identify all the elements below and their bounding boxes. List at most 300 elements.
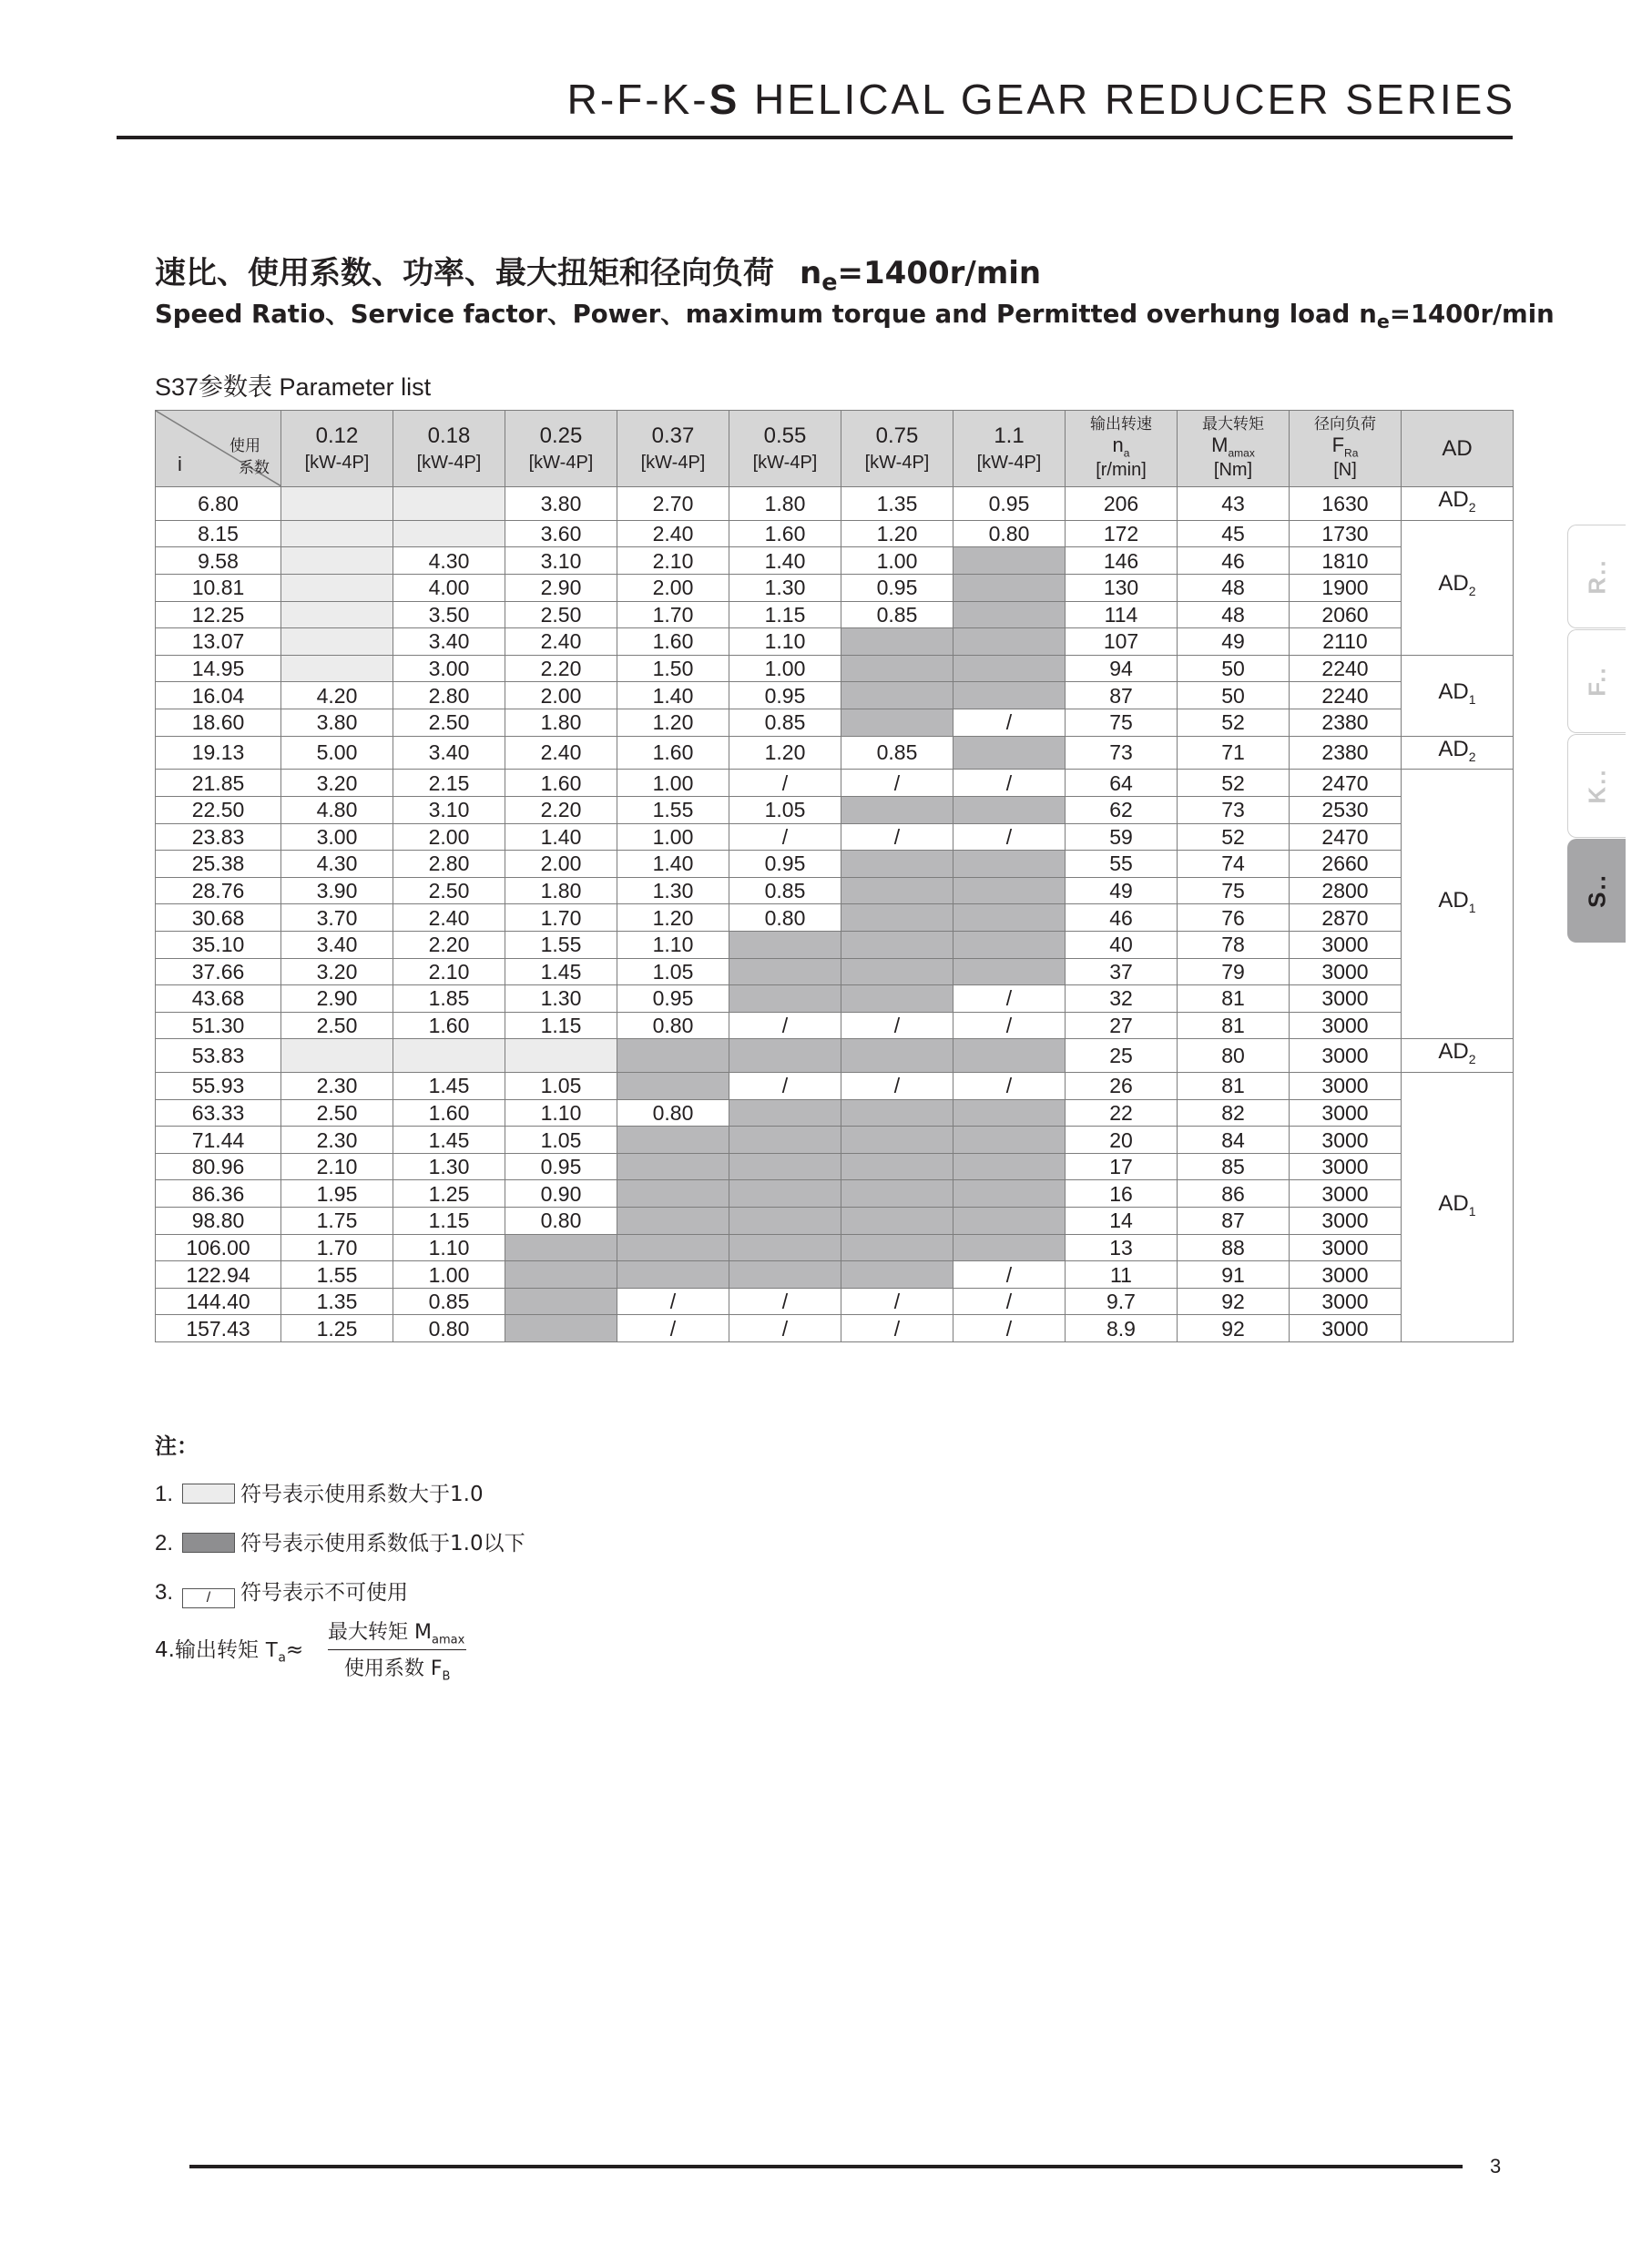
ratio-cell: 43.68 bbox=[156, 985, 281, 1013]
service-factor-cell bbox=[281, 1039, 393, 1073]
service-factor-cell: 1.30 bbox=[729, 574, 841, 601]
service-factor-cell: 2.00 bbox=[617, 574, 729, 601]
service-factor-cell: 3.20 bbox=[281, 770, 393, 797]
service-factor-cell bbox=[729, 1234, 841, 1261]
ratio-cell: 86.36 bbox=[156, 1180, 281, 1208]
service-factor-cell: / bbox=[953, 823, 1066, 851]
ad-cell: $AD_1$ bbox=[1402, 1073, 1514, 1342]
table-body bbox=[156, 487, 1514, 1342]
service-factor-cell: 1.00 bbox=[841, 547, 953, 575]
corner-header bbox=[156, 411, 281, 487]
output-speed-cell: 16 bbox=[1066, 1180, 1178, 1208]
service-factor-cell: / bbox=[841, 1288, 953, 1315]
service-factor-cell bbox=[281, 520, 393, 547]
service-factor-cell: 1.80 bbox=[505, 709, 617, 736]
service-factor-cell: 1.40 bbox=[505, 823, 617, 851]
max-torque-cell: 78 bbox=[1178, 931, 1290, 958]
ratio-cell: 19.13 bbox=[156, 736, 281, 770]
service-factor-cell: 0.80 bbox=[729, 904, 841, 932]
service-factor-cell bbox=[617, 1039, 729, 1073]
ratio-cell: 25.38 bbox=[156, 851, 281, 878]
max-torque-cell: 85 bbox=[1178, 1153, 1290, 1180]
ratio-cell: 16.04 bbox=[156, 682, 281, 709]
power-header: 0.18 [kW-4P] bbox=[393, 411, 505, 487]
service-factor-cell: 4.20 bbox=[281, 682, 393, 709]
ratio-cell: 6.80 bbox=[156, 487, 281, 521]
service-factor-cell: 1.55 bbox=[281, 1261, 393, 1289]
service-factor-cell: 1.45 bbox=[505, 958, 617, 985]
corner-coef-label: 系数 bbox=[239, 459, 270, 477]
radial-load-cell: 3000 bbox=[1290, 1012, 1402, 1039]
output-speed-cell: 49 bbox=[1066, 877, 1178, 904]
service-factor-cell bbox=[953, 1099, 1066, 1127]
radial-load-cell: 3000 bbox=[1290, 958, 1402, 985]
radial-load-cell: 2660 bbox=[1290, 851, 1402, 878]
radial-load-cell: 3000 bbox=[1290, 1153, 1402, 1180]
service-factor-cell bbox=[953, 1234, 1066, 1261]
service-factor-cell: 0.85 bbox=[393, 1288, 505, 1315]
service-factor-cell: 1.80 bbox=[729, 487, 841, 521]
output-speed-cell: 55 bbox=[1066, 851, 1178, 878]
service-factor-cell: / bbox=[841, 770, 953, 797]
service-factor-cell: 2.50 bbox=[393, 877, 505, 904]
service-factor-cell: 0.85 bbox=[729, 877, 841, 904]
service-factor-cell: 2.70 bbox=[617, 487, 729, 521]
radial-load-header: 径向负荷 $F_{Ra}$ [N] bbox=[1290, 411, 1402, 487]
service-factor-cell: 1.60 bbox=[505, 770, 617, 797]
ratio-cell: 55.93 bbox=[156, 1073, 281, 1100]
service-factor-cell: 2.80 bbox=[393, 851, 505, 878]
table-row bbox=[156, 736, 1514, 770]
ratio-cell: 37.66 bbox=[156, 958, 281, 985]
service-factor-cell bbox=[393, 1039, 505, 1073]
service-factor-cell: 1.60 bbox=[617, 736, 729, 770]
heading-cn: 速比、使用系数、功率、最大扭矩和径向负荷 $n_e=1400r/\min$ bbox=[155, 255, 1042, 297]
service-factor-cell: 2.10 bbox=[393, 958, 505, 985]
service-factor-cell bbox=[953, 655, 1066, 682]
radial-load-cell: 2870 bbox=[1290, 904, 1402, 932]
ratio-cell: 8.15 bbox=[156, 520, 281, 547]
service-factor-cell bbox=[393, 487, 505, 521]
ad-cell: $AD_2$ bbox=[1402, 520, 1514, 655]
service-factor-cell: 2.00 bbox=[393, 823, 505, 851]
service-factor-cell: / bbox=[617, 1288, 729, 1315]
service-factor-cell: 1.05 bbox=[729, 796, 841, 823]
max-torque-cell: 75 bbox=[1178, 877, 1290, 904]
service-factor-cell: / bbox=[841, 1315, 953, 1342]
dark-shade-swatch bbox=[182, 1533, 235, 1553]
service-factor-cell bbox=[953, 1039, 1066, 1073]
service-factor-cell: 3.10 bbox=[393, 796, 505, 823]
service-factor-cell bbox=[841, 655, 953, 682]
service-factor-cell bbox=[617, 1234, 729, 1261]
service-factor-cell: 0.80 bbox=[393, 1315, 505, 1342]
ratio-cell: 122.94 bbox=[156, 1261, 281, 1289]
output-speed-cell: 11 bbox=[1066, 1261, 1178, 1289]
radial-load-cell: 1630 bbox=[1290, 487, 1402, 521]
ad-cell: $AD_1$ bbox=[1402, 770, 1514, 1039]
service-factor-cell bbox=[841, 877, 953, 904]
service-factor-cell: 4.00 bbox=[393, 574, 505, 601]
max-torque-cell: 92 bbox=[1178, 1288, 1290, 1315]
table-row bbox=[156, 1208, 1514, 1235]
output-speed-cell: 146 bbox=[1066, 547, 1178, 575]
service-factor-cell bbox=[729, 931, 841, 958]
service-factor-cell bbox=[953, 736, 1066, 770]
service-factor-cell bbox=[953, 851, 1066, 878]
service-factor-cell: 2.50 bbox=[281, 1099, 393, 1127]
service-factor-cell: 1.60 bbox=[729, 520, 841, 547]
service-factor-cell bbox=[729, 1099, 841, 1127]
table-row bbox=[156, 931, 1514, 958]
service-factor-cell bbox=[505, 1288, 617, 1315]
service-factor-cell: 1.00 bbox=[617, 770, 729, 797]
service-factor-cell bbox=[841, 682, 953, 709]
service-factor-cell: / bbox=[953, 1315, 1066, 1342]
service-factor-cell: 2.30 bbox=[281, 1127, 393, 1154]
service-factor-cell: 3.90 bbox=[281, 877, 393, 904]
service-factor-cell: 2.90 bbox=[505, 574, 617, 601]
service-factor-cell: 1.05 bbox=[617, 958, 729, 985]
service-factor-cell: 1.35 bbox=[841, 487, 953, 521]
ad-cell: $AD_1$ bbox=[1402, 655, 1514, 736]
service-factor-cell bbox=[953, 877, 1066, 904]
note-item: 2. 符号表示使用系数低于1.0以下 bbox=[155, 1531, 525, 1555]
table-row bbox=[156, 877, 1514, 904]
service-factor-cell bbox=[953, 931, 1066, 958]
table-row bbox=[156, 1288, 1514, 1315]
output-speed-cell: 8.9 bbox=[1066, 1315, 1178, 1342]
service-factor-cell: 0.80 bbox=[617, 1012, 729, 1039]
service-factor-cell: 1.40 bbox=[617, 851, 729, 878]
service-factor-cell bbox=[281, 547, 393, 575]
service-factor-cell: 1.35 bbox=[281, 1288, 393, 1315]
formula-fraction: 最大转矩 $M_{amax}$ 使用系数 $F_B$ bbox=[328, 1617, 466, 1684]
service-factor-cell: 1.20 bbox=[841, 520, 953, 547]
service-factor-cell: / bbox=[841, 823, 953, 851]
service-factor-cell bbox=[729, 1127, 841, 1154]
service-factor-cell bbox=[505, 1039, 617, 1073]
parameter-table bbox=[155, 410, 1514, 1342]
service-factor-cell: 0.95 bbox=[841, 574, 953, 601]
max-torque-cell: 49 bbox=[1178, 628, 1290, 656]
side-tab-r[interactable]: R.. bbox=[1567, 525, 1626, 628]
output-speed-cell: 73 bbox=[1066, 736, 1178, 770]
service-factor-cell: 3.10 bbox=[505, 547, 617, 575]
service-factor-cell bbox=[953, 1153, 1066, 1180]
radial-load-cell: 2470 bbox=[1290, 823, 1402, 851]
service-factor-cell: / bbox=[953, 709, 1066, 736]
service-factor-cell: 3.40 bbox=[393, 736, 505, 770]
service-factor-cell: 1.10 bbox=[393, 1234, 505, 1261]
ratio-cell: 30.68 bbox=[156, 904, 281, 932]
service-factor-cell bbox=[841, 958, 953, 985]
service-factor-cell: 4.80 bbox=[281, 796, 393, 823]
service-factor-cell: / bbox=[729, 823, 841, 851]
output-speed-cell: 75 bbox=[1066, 709, 1178, 736]
service-factor-cell bbox=[841, 1153, 953, 1180]
service-factor-cell: 1.20 bbox=[617, 904, 729, 932]
service-factor-cell: 4.30 bbox=[281, 851, 393, 878]
table-row bbox=[156, 520, 1514, 547]
service-factor-cell: 2.90 bbox=[281, 985, 393, 1013]
header-rule bbox=[117, 136, 1513, 139]
service-factor-cell bbox=[841, 628, 953, 656]
service-factor-cell: 1.70 bbox=[281, 1234, 393, 1261]
output-speed-cell: 59 bbox=[1066, 823, 1178, 851]
max-torque-cell: 48 bbox=[1178, 601, 1290, 628]
table-row bbox=[156, 682, 1514, 709]
service-factor-cell: / bbox=[841, 1073, 953, 1100]
service-factor-cell: 0.85 bbox=[729, 709, 841, 736]
radial-load-cell: 3000 bbox=[1290, 1180, 1402, 1208]
output-speed-cell: 22 bbox=[1066, 1099, 1178, 1127]
radial-load-cell: 3000 bbox=[1290, 1073, 1402, 1100]
ratio-cell: 23.83 bbox=[156, 823, 281, 851]
output-speed-cell: 107 bbox=[1066, 628, 1178, 656]
service-factor-cell bbox=[617, 1208, 729, 1235]
service-factor-cell: 1.70 bbox=[505, 904, 617, 932]
light-shade-swatch bbox=[182, 1484, 235, 1504]
service-factor-cell bbox=[729, 1039, 841, 1073]
service-factor-cell: / bbox=[953, 985, 1066, 1013]
service-factor-cell: 2.00 bbox=[505, 851, 617, 878]
radial-load-cell: 1900 bbox=[1290, 574, 1402, 601]
service-factor-cell bbox=[841, 796, 953, 823]
ratio-cell: 53.83 bbox=[156, 1039, 281, 1073]
max-torque-cell: 84 bbox=[1178, 1127, 1290, 1154]
service-factor-cell bbox=[281, 487, 393, 521]
max-torque-cell: 46 bbox=[1178, 547, 1290, 575]
service-factor-cell bbox=[953, 796, 1066, 823]
service-factor-cell: 1.15 bbox=[505, 1012, 617, 1039]
service-factor-cell bbox=[729, 1261, 841, 1289]
service-factor-cell: 3.00 bbox=[281, 823, 393, 851]
service-factor-cell: 2.40 bbox=[505, 736, 617, 770]
output-speed-cell: 26 bbox=[1066, 1073, 1178, 1100]
service-factor-cell: 2.20 bbox=[505, 655, 617, 682]
output-speed-cell: 17 bbox=[1066, 1153, 1178, 1180]
ratio-cell: 14.95 bbox=[156, 655, 281, 682]
max-torque-cell: 82 bbox=[1178, 1099, 1290, 1127]
service-factor-cell: 1.05 bbox=[505, 1127, 617, 1154]
radial-load-cell: 3000 bbox=[1290, 931, 1402, 958]
radial-load-cell: 3000 bbox=[1290, 1099, 1402, 1127]
heading-en: Speed Ratio、Service factor、Power、maximum torque and Permitted overhung load $n_e=1400r/\min$ bbox=[155, 300, 1555, 333]
ratio-cell: 63.33 bbox=[156, 1099, 281, 1127]
service-factor-cell bbox=[953, 1127, 1066, 1154]
service-factor-cell: 2.10 bbox=[281, 1153, 393, 1180]
max-torque-cell: 50 bbox=[1178, 655, 1290, 682]
service-factor-cell: 3.70 bbox=[281, 904, 393, 932]
service-factor-cell: 1.25 bbox=[281, 1315, 393, 1342]
service-factor-cell bbox=[505, 1315, 617, 1342]
table-row bbox=[156, 1234, 1514, 1261]
service-factor-cell: 1.50 bbox=[617, 655, 729, 682]
service-factor-cell bbox=[505, 1261, 617, 1289]
service-factor-cell: 1.95 bbox=[281, 1180, 393, 1208]
max-torque-cell: 45 bbox=[1178, 520, 1290, 547]
service-factor-cell: 0.80 bbox=[953, 520, 1066, 547]
output-speed-cell: 87 bbox=[1066, 682, 1178, 709]
service-factor-cell: / bbox=[953, 1288, 1066, 1315]
service-factor-cell: 1.80 bbox=[505, 877, 617, 904]
output-speed-cell: 64 bbox=[1066, 770, 1178, 797]
max-torque-cell: 74 bbox=[1178, 851, 1290, 878]
service-factor-cell: 2.00 bbox=[505, 682, 617, 709]
service-factor-cell bbox=[953, 547, 1066, 575]
output-speed-cell: 130 bbox=[1066, 574, 1178, 601]
note-item: 3. / 符号表示不可使用 bbox=[155, 1576, 408, 1608]
radial-load-cell: 3000 bbox=[1290, 1315, 1402, 1342]
table-row bbox=[156, 601, 1514, 628]
page-number: 3 bbox=[1490, 2155, 1502, 2178]
table-caption: S37参数表 Parameter list bbox=[155, 373, 432, 401]
radial-load-cell: 1810 bbox=[1290, 547, 1402, 575]
ratio-cell: 157.43 bbox=[156, 1315, 281, 1342]
radial-load-cell: 2800 bbox=[1290, 877, 1402, 904]
table-row bbox=[156, 851, 1514, 878]
power-header: 0.12 [kW-4P] bbox=[281, 411, 393, 487]
service-factor-cell: 2.50 bbox=[281, 1012, 393, 1039]
table-row bbox=[156, 547, 1514, 575]
table-row bbox=[156, 1180, 1514, 1208]
service-factor-cell bbox=[841, 1208, 953, 1235]
output-speed-cell: 20 bbox=[1066, 1127, 1178, 1154]
service-factor-cell: 1.55 bbox=[505, 931, 617, 958]
service-factor-cell bbox=[953, 1208, 1066, 1235]
output-speed-cell: 94 bbox=[1066, 655, 1178, 682]
max-torque-cell: 81 bbox=[1178, 1012, 1290, 1039]
radial-load-cell: 3000 bbox=[1290, 1127, 1402, 1154]
ratio-cell: 80.96 bbox=[156, 1153, 281, 1180]
max-torque-cell: 81 bbox=[1178, 1073, 1290, 1100]
output-speed-cell: 62 bbox=[1066, 796, 1178, 823]
output-speed-cell: 40 bbox=[1066, 931, 1178, 958]
max-torque-cell: 52 bbox=[1178, 823, 1290, 851]
side-tab-s[interactable]: S.. bbox=[1567, 839, 1626, 943]
max-torque-cell: 80 bbox=[1178, 1039, 1290, 1073]
notes-title: 注： bbox=[155, 1433, 199, 1459]
service-factor-cell: 0.90 bbox=[505, 1180, 617, 1208]
service-factor-cell: / bbox=[841, 1012, 953, 1039]
ratio-cell: 28.76 bbox=[156, 877, 281, 904]
service-factor-cell bbox=[617, 1180, 729, 1208]
service-factor-cell: 0.95 bbox=[505, 1153, 617, 1180]
table-row bbox=[156, 709, 1514, 736]
output-speed-cell: 13 bbox=[1066, 1234, 1178, 1261]
service-factor-cell bbox=[729, 1153, 841, 1180]
ratio-cell: 106.00 bbox=[156, 1234, 281, 1261]
service-factor-cell: 1.60 bbox=[617, 628, 729, 656]
service-factor-cell bbox=[841, 851, 953, 878]
ratio-cell: 51.30 bbox=[156, 1012, 281, 1039]
power-header: 0.25 [kW-4P] bbox=[505, 411, 617, 487]
radial-load-cell: 2240 bbox=[1290, 655, 1402, 682]
service-factor-cell: 3.40 bbox=[281, 931, 393, 958]
service-factor-cell bbox=[505, 1234, 617, 1261]
max-torque-cell: 48 bbox=[1178, 574, 1290, 601]
service-factor-cell bbox=[617, 1153, 729, 1180]
service-factor-cell bbox=[953, 958, 1066, 985]
max-torque-cell: 91 bbox=[1178, 1261, 1290, 1289]
max-torque-cell: 50 bbox=[1178, 682, 1290, 709]
service-factor-cell: 1.45 bbox=[393, 1073, 505, 1100]
service-factor-cell: 2.50 bbox=[393, 709, 505, 736]
service-factor-cell: 2.20 bbox=[393, 931, 505, 958]
service-factor-cell bbox=[953, 628, 1066, 656]
ratio-cell: 21.85 bbox=[156, 770, 281, 797]
table-row bbox=[156, 1012, 1514, 1039]
side-tab-f[interactable]: F.. bbox=[1567, 629, 1626, 733]
service-factor-cell: 0.80 bbox=[617, 1099, 729, 1127]
ratio-cell: 144.40 bbox=[156, 1288, 281, 1315]
service-factor-cell: 0.95 bbox=[617, 985, 729, 1013]
max-torque-cell: 79 bbox=[1178, 958, 1290, 985]
radial-load-cell: 3000 bbox=[1290, 1039, 1402, 1073]
service-factor-cell: 3.20 bbox=[281, 958, 393, 985]
service-factor-cell: 1.60 bbox=[393, 1099, 505, 1127]
service-factor-cell bbox=[281, 655, 393, 682]
service-factor-cell bbox=[841, 931, 953, 958]
service-factor-cell: 2.30 bbox=[281, 1073, 393, 1100]
ad-cell: $AD_2$ bbox=[1402, 487, 1514, 521]
radial-load-cell: 3000 bbox=[1290, 985, 1402, 1013]
ratio-cell: 22.50 bbox=[156, 796, 281, 823]
service-factor-cell: / bbox=[953, 770, 1066, 797]
service-factor-cell bbox=[729, 1208, 841, 1235]
output-speed-cell: 172 bbox=[1066, 520, 1178, 547]
table-header-row bbox=[156, 411, 1514, 487]
footer-rule bbox=[189, 2165, 1463, 2168]
slash-swatch: / bbox=[182, 1588, 235, 1608]
table-row bbox=[156, 1261, 1514, 1289]
table-row bbox=[156, 487, 1514, 521]
radial-load-cell: 2380 bbox=[1290, 736, 1402, 770]
service-factor-cell bbox=[953, 574, 1066, 601]
service-factor-cell: 1.75 bbox=[281, 1208, 393, 1235]
note-item: 1. 符号表示使用系数大于1.0 bbox=[155, 1482, 484, 1506]
corner-use-label: 使用 bbox=[229, 437, 260, 455]
service-factor-cell: 0.95 bbox=[729, 851, 841, 878]
max-torque-cell: 71 bbox=[1178, 736, 1290, 770]
service-factor-cell: 1.15 bbox=[393, 1208, 505, 1235]
service-factor-cell: 1.20 bbox=[617, 709, 729, 736]
table-row bbox=[156, 985, 1514, 1013]
ad-cell: $AD_2$ bbox=[1402, 736, 1514, 770]
service-factor-cell: 2.20 bbox=[505, 796, 617, 823]
table-row bbox=[156, 1073, 1514, 1100]
max-torque-cell: 88 bbox=[1178, 1234, 1290, 1261]
max-torque-cell: 87 bbox=[1178, 1208, 1290, 1235]
radial-load-cell: 2470 bbox=[1290, 770, 1402, 797]
service-factor-cell bbox=[729, 1180, 841, 1208]
max-torque-cell: 86 bbox=[1178, 1180, 1290, 1208]
service-factor-cell bbox=[841, 1234, 953, 1261]
side-tab-k[interactable]: K.. bbox=[1567, 734, 1626, 838]
max-torque-cell: 43 bbox=[1178, 487, 1290, 521]
power-header: 0.55 [kW-4P] bbox=[729, 411, 841, 487]
service-factor-cell: 1.20 bbox=[729, 736, 841, 770]
max-torque-cell: 52 bbox=[1178, 770, 1290, 797]
service-factor-cell: 3.00 bbox=[393, 655, 505, 682]
table-row bbox=[156, 1127, 1514, 1154]
radial-load-cell: 1730 bbox=[1290, 520, 1402, 547]
table-row bbox=[156, 1153, 1514, 1180]
service-factor-cell bbox=[281, 574, 393, 601]
ratio-cell: 10.81 bbox=[156, 574, 281, 601]
output-speed-cell: 46 bbox=[1066, 904, 1178, 932]
